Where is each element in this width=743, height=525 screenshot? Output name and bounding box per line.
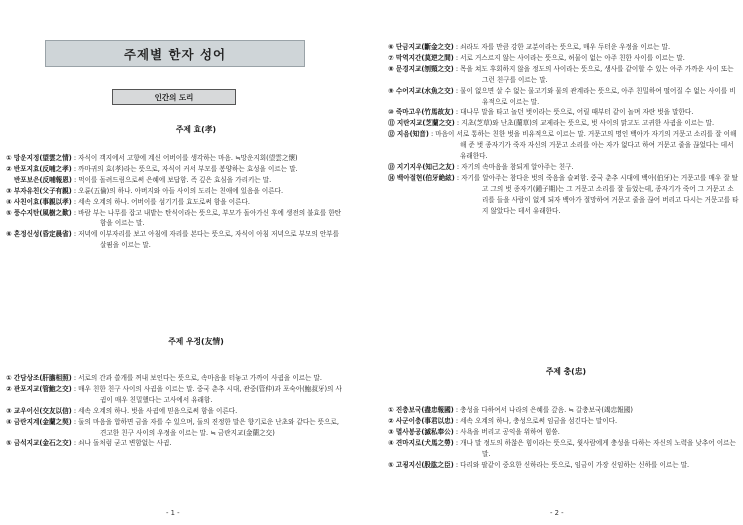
- list-item: ② 사군이충(事君以忠) : 세속 오계의 하나, 충성으로써 임금을 섬긴다는 말이다.: [388, 416, 618, 425]
- topic-hyo-heading: 주제 효(孝): [175, 125, 217, 134]
- list-item: ③ 멸사봉공(滅私奉公) : 사욕을 버리고 공익을 위하여 힘씀.: [388, 427, 560, 436]
- ujeong-entries-continued: [388, 42, 740, 217]
- list-item: ⑪ 지란지교(芝蘭之交) : 지초(芝草)와 난초(蘭草)의 교제라는 뜻으로, 벗 사이의 맑고도 고귀한 사귐을 이르는 말.: [388, 119, 715, 128]
- page-number-right: - 2 -: [550, 509, 564, 517]
- list-item: ⑥ 혼정신성(昏定晨省) : 저녁에 이부자리를 보고 아침에 자리를 본다는 뜻으로, 자식이 아침 저녁으로 부모의 안부를 살핌을 이르는 말.: [6, 230, 340, 250]
- list-item: ③ 교우이신(交友以信) : 세속 오계의 하나. 벗을 사귐에 믿음으로써 함을 이른다.: [6, 406, 238, 415]
- page-number-left: - 1 -: [166, 509, 180, 517]
- section-label-box: [112, 89, 236, 105]
- list-item: ⑨ 수어지교(水魚之交) : 물이 없으면 살 수 없는 물고기와 물의 관계라는 뜻으로, 아주 친밀하여 떨어질 수 없는 사이를 비유적으로 이르는 말.: [388, 86, 736, 106]
- document-title: 주제별 한자 성어: [123, 46, 227, 62]
- list-item: ③ 부자유친(父子有親) : 오륜(五倫)의 하나. 아버지와 아들 사이의 도리는 친애에 있음을 이른다.: [6, 186, 284, 195]
- list-item: ⑤ 금석지교(金石之交) : 쇠나 돌처럼 굳고 변함없는 사귐.: [6, 439, 172, 448]
- list-item: ⑭ 백아절현(伯牙絶絃) : 자기를 알아주는 참다운 벗의 죽음을 슬퍼함. 중국 춘추 시대에 백아(伯牙)는 거문고를 매우 잘 탔고 그의 벗 종자기(鍾子期)는 그 거문고 소리를 잘 들었는데, 종자기가 죽어 그 거문고 소리를 들을 사람이 없게 되자 백아가 절망하여 거문고 줄을 끊어 버리고 다시는 거문고를 타지 않았다는 데서 유래한다.: [388, 173, 739, 215]
- list-item: ① 진충보국(盡忠報國) : 충성을 다하여서 나라의 은혜를 갚음. ≒ 갈충보국(竭忠報國): [388, 406, 633, 414]
- list-item: ① 간담상조(肝膽相照) : 서로의 간과 쓸개를 꺼내 보인다는 뜻으로, 속마음을 터놓고 가까이 사귐을 이르는 말.: [6, 374, 322, 382]
- list-item: ④ 사친이효(事親以孝) : 세속 오계의 하나. 어버이를 섬기기를 효도로써 함을 이른다.: [6, 197, 250, 206]
- list-item: ② 관포지교(管鮑之交) : 매우 친한 친구 사이의 사귐을 이르는 말. 중국 춘추 시대, 관중(管仲)과 포숙아(鮑叔牙)의 사귐이 매우 친밀했다는 고사에서 유래함.: [6, 384, 342, 404]
- list-item: ⑫ 지음(知音) : 마음이 서로 통하는 친한 벗을 비유적으로 이르는 말. 거문고의 명인 백아가 자기의 거문고 소리를 잘 이해해 준 벗 종자기가 죽자 자신의 거문고 소리를 아는 자가 없다고 하여 거문고 줄을 끊었다는 데서 유래한다.: [388, 130, 737, 161]
- list-item: ⑩ 죽마고우(竹馬故友) : 대나무 말을 타고 놀던 벗이라는 뜻으로, 어릴 때부터 같이 놀며 자란 벗을 말한다.: [388, 108, 694, 117]
- right-page: [388, 0, 743, 525]
- document-title-box: [45, 40, 305, 67]
- list-item: ② 반포지효(反哺之孝) : 까마귀의 효(孝)라는 뜻으로, 자식이 커서 부모를 봉양하는 효성을 이르는 말.: [6, 164, 298, 173]
- list-item: ⑥ 단금지교(斷金之交) : 쇠라도 자를 만큼 강한 교분이라는 뜻으로, 매우 두터운 우정을 이르는 말.: [388, 43, 671, 51]
- topic-chung-heading: 주제 충(忠): [545, 367, 587, 376]
- chung-entries: [388, 405, 740, 470]
- list-item: ⑤ 고굉지신(股肱之臣) : 다리와 팔같이 중요한 신하라는 뜻으로, 임금이 가장 신임하는 신하를 이르는 말.: [388, 460, 690, 469]
- left-page: [6, 0, 361, 525]
- section-label: 인간의 도리: [154, 92, 194, 102]
- ujeong-entries: [6, 373, 346, 449]
- list-item: 반포보은(反哺報恩) : 먹이를 돌려드림으로써 은혜에 보답함. 즉 깊은 효심을 가리키는 말.: [14, 175, 272, 184]
- hyo-entries: [6, 153, 346, 251]
- topic-ujeong-heading: 주제 우정(友情): [168, 337, 224, 346]
- list-item: ① 망운지정(望雲之情) : 자식이 객지에서 고향에 계신 어버이를 생각하는 마음. ≒망운지회(望雲之懷): [6, 154, 298, 162]
- list-item: ⑧ 문경지교(刎頸之交) : 목을 쳐도 후회하지 않을 정도의 사이라는 뜻으로, 생사를 같이할 수 있는 아주 가까운 사이 또는 그런 친구를 이르는 말.: [388, 64, 734, 84]
- list-item: ⑦ 막역지간(莫逆之間) : 서로 거스르지 않는 사이라는 뜻으로, 허물이 없는 아주 친한 사이를 이르는 말.: [388, 53, 685, 62]
- list-item: ④ 금란지계(金蘭之契) : 둘의 마음을 합하면 금을 자를 수 있으며, 둘의 진정한 말은 향기로운 난초와 같다는 뜻으로, 견고한 친구 사이의 우정을 이르는 말. ≒ 금란지교(金蘭之交): [6, 417, 339, 437]
- list-item: ⑬ 지기지우(知己之友) : 자기의 속마음을 참되게 알아주는 친구.: [388, 162, 574, 171]
- list-item: ⑤ 풍수지탄(風樹之歎) : 바람 부는 나무를 잡고 내밭는 탄식이라는 뜻으로, 부모가 돌아가신 후에 생전의 불효를 한탄함을 이르는 말.: [6, 208, 342, 228]
- list-item: ④ 견마지로(犬馬之勞) : 개나 말 정도의 하찮은 힘이라는 뜻으로, 윗사람에게 충성을 다하는 자신의 노력을 낮추어 이르는 말.: [388, 438, 736, 458]
